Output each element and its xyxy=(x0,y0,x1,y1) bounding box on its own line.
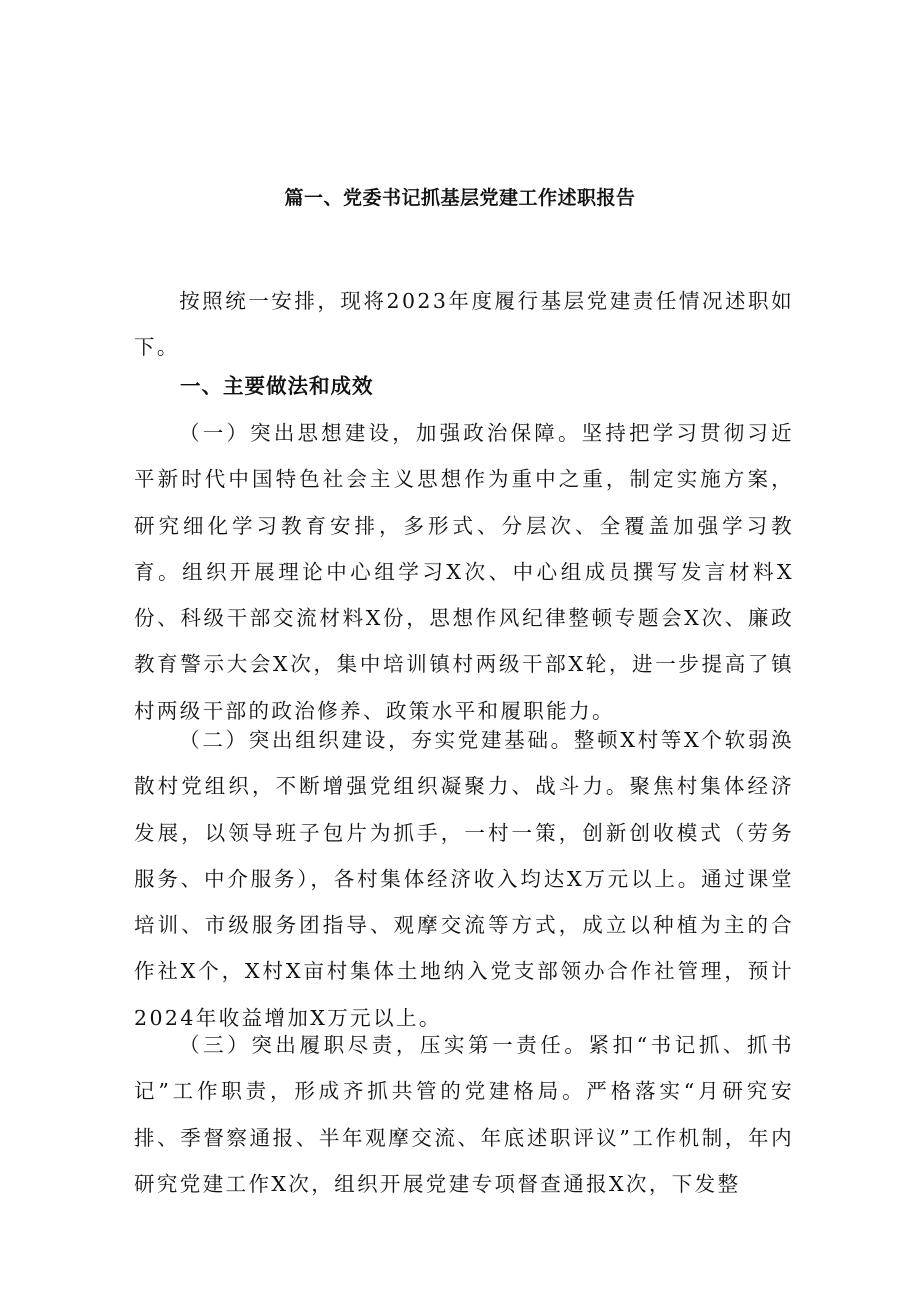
paragraph-1: （一）突出思想建设，加强政治保障。坚持把学习贯彻习近平新时代中国特色社会主义思想作为重中之重，制定实施方案，研究细化学习教育安排，多形式、分层次、全覆盖加强学习教育。组织开展理论中心组学习X次、中心组成员撰写发言材料X份、科级干部交流材料X份，思想作风纪律整顿专题会X次、廉政教育警示大会X次，集中培训镇村两级干部X轮，进一步提高了镇村两级干部的政治修养、政策水平和履职能力。 xyxy=(134,421,794,723)
paragraph-2: （二）突出组织建设，夯实党建基础。整顿X村等X个软弱涣散村党组织，不断增强党组织凝聚力、战斗力。聚焦村集体经济发展，以领导班子包片为抓手，一村一策，创新创收模式（劳务服务、中介服务），各村集体经济收入均达X万元以上。通过课堂培训、市级服务团指导、观摩交流等方式，成立以种植为主的合作社X个，X村X亩村集体土地纳入党支部领办合作社管理，预计2024年收益增加X万元以上。 xyxy=(134,728,794,1030)
paragraph-3: （三）突出履职尽责，压实第一责任。紧扣“书记抓、抓书记”工作职责，形成齐抓共管的党建格局。严格落实“月研究安排、季督察通报、半年观摩交流、年底述职评议”工作机制，年内研究党建工作X次，组织开展党建专项督查通报X次，下发整 xyxy=(134,1033,794,1196)
intro-paragraph: 按照统一安排，现将2023年度履行基层党建责任情况述职如下。 xyxy=(134,289,794,360)
section-heading: 一、主要做法和成效 xyxy=(180,374,374,398)
document-title: 篇一、党委书记抓基层党建工作述职报告 xyxy=(284,187,636,209)
